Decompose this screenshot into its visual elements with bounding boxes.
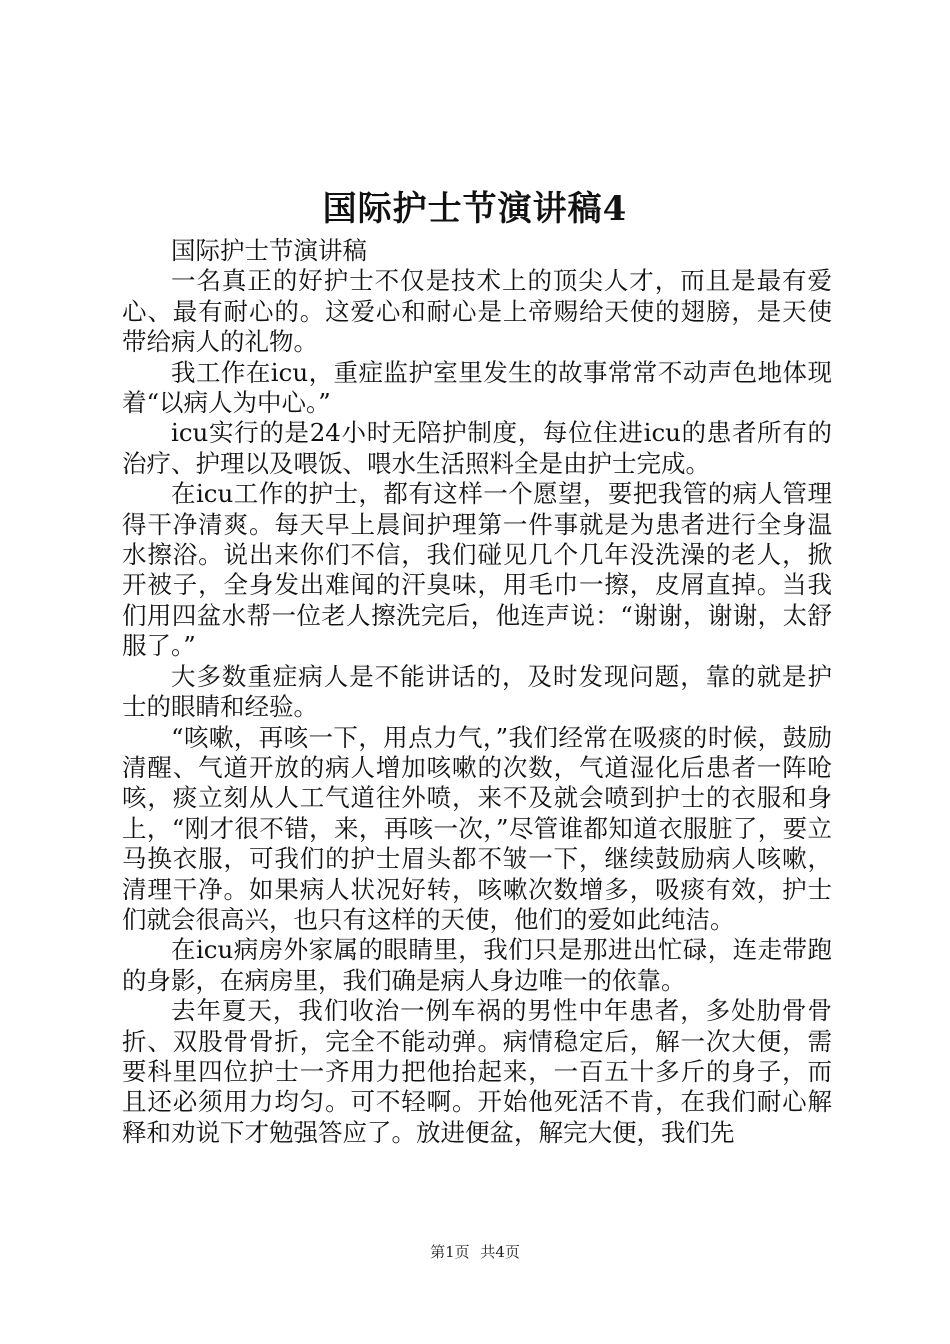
- paragraph: 在icu病房外家属的眼睛里，我们只是那进出忙碌，连走带跑的身影，在病房里，我们确是病人身边唯一的依靠。: [122, 935, 832, 995]
- paragraph-subtitle: 国际护士节演讲稿: [171, 236, 367, 265]
- page-footer: [0, 1242, 950, 1262]
- paragraph: 去年夏天，我们收治一例车祸的男性中年患者，多处肋骨骨折、双股骨骨折，完全不能动弹。病情稳定后，解一次大便，需要科里四位护士一齐用力把他抬起来，一百五十多斤的身子，而且还必须用力均匀。可不轻啊。开始他死活不肯，在我们耐心解释和劝说下才勉强答应了。放进便盆，解完大便，我们先: [122, 996, 832, 1147]
- paragraph: 大多数重症病人是不能讲话的，及时发现问题，靠的就是护士的眼睛和经验。: [122, 661, 832, 722]
- page-number: 第1页: [430, 1243, 470, 1261]
- paragraph: icu实行的是24小时无陪护制度，每位住进icu的患者所有的治疗、护理以及喂饭、喂水生活照料全是由护士完成。: [122, 418, 832, 478]
- paragraph: 我工作在icu，重症监护室里发生的故事常常不动声色地体现着“以病人为中心。”: [122, 357, 832, 418]
- paragraph: 在icu工作的护士，都有这样一个愿望，要把我管的病人管理得干净清爽。每天早上晨间护理第一件事就是为患者进行全身温水擦浴。说出来你们不信，我们碰见几个几年没洗澡的老人，掀开被子，全身发出难闻的汗臭味，用毛巾一擦，皮屑直掉。当我们用四盆水帮一位老人擦洗完后，他连声说：“谢谢，谢谢，太舒服了。”: [122, 479, 832, 661]
- paragraph: 一名真正的好护士不仅是技术上的顶尖人才，而且是最有爱心、最有耐心的。这爱心和耐心是上帝赐给天使的翅膀，是天使带给病人的礼物。: [122, 266, 832, 357]
- document-title: 国际护士节演讲稿4: [322, 189, 628, 229]
- paragraph: “咳嗽，再咳一下，用点力气，”我们经常在吸痰的时候，鼓励清醒、气道开放的病人增加咳嗽的次数，气道湿化后患者一阵呛咳，痰立刻从人工气道往外喷，来不及就会喷到护士的衣服和身上，“刚才很不错，来，再咳一次，”尽管谁都知道衣服脏了，要立马换衣服，可我们的护士眉头都不皱一下，继续鼓励病人咳嗽，清理干净。如果病人状况好转，咳嗽次数增多，吸痰有效，护士们就会很高兴，也只有这样的天使，他们的爱如此纯洁。: [122, 722, 832, 934]
- page-total: 共4页: [480, 1243, 520, 1261]
- document-body: [122, 236, 832, 1148]
